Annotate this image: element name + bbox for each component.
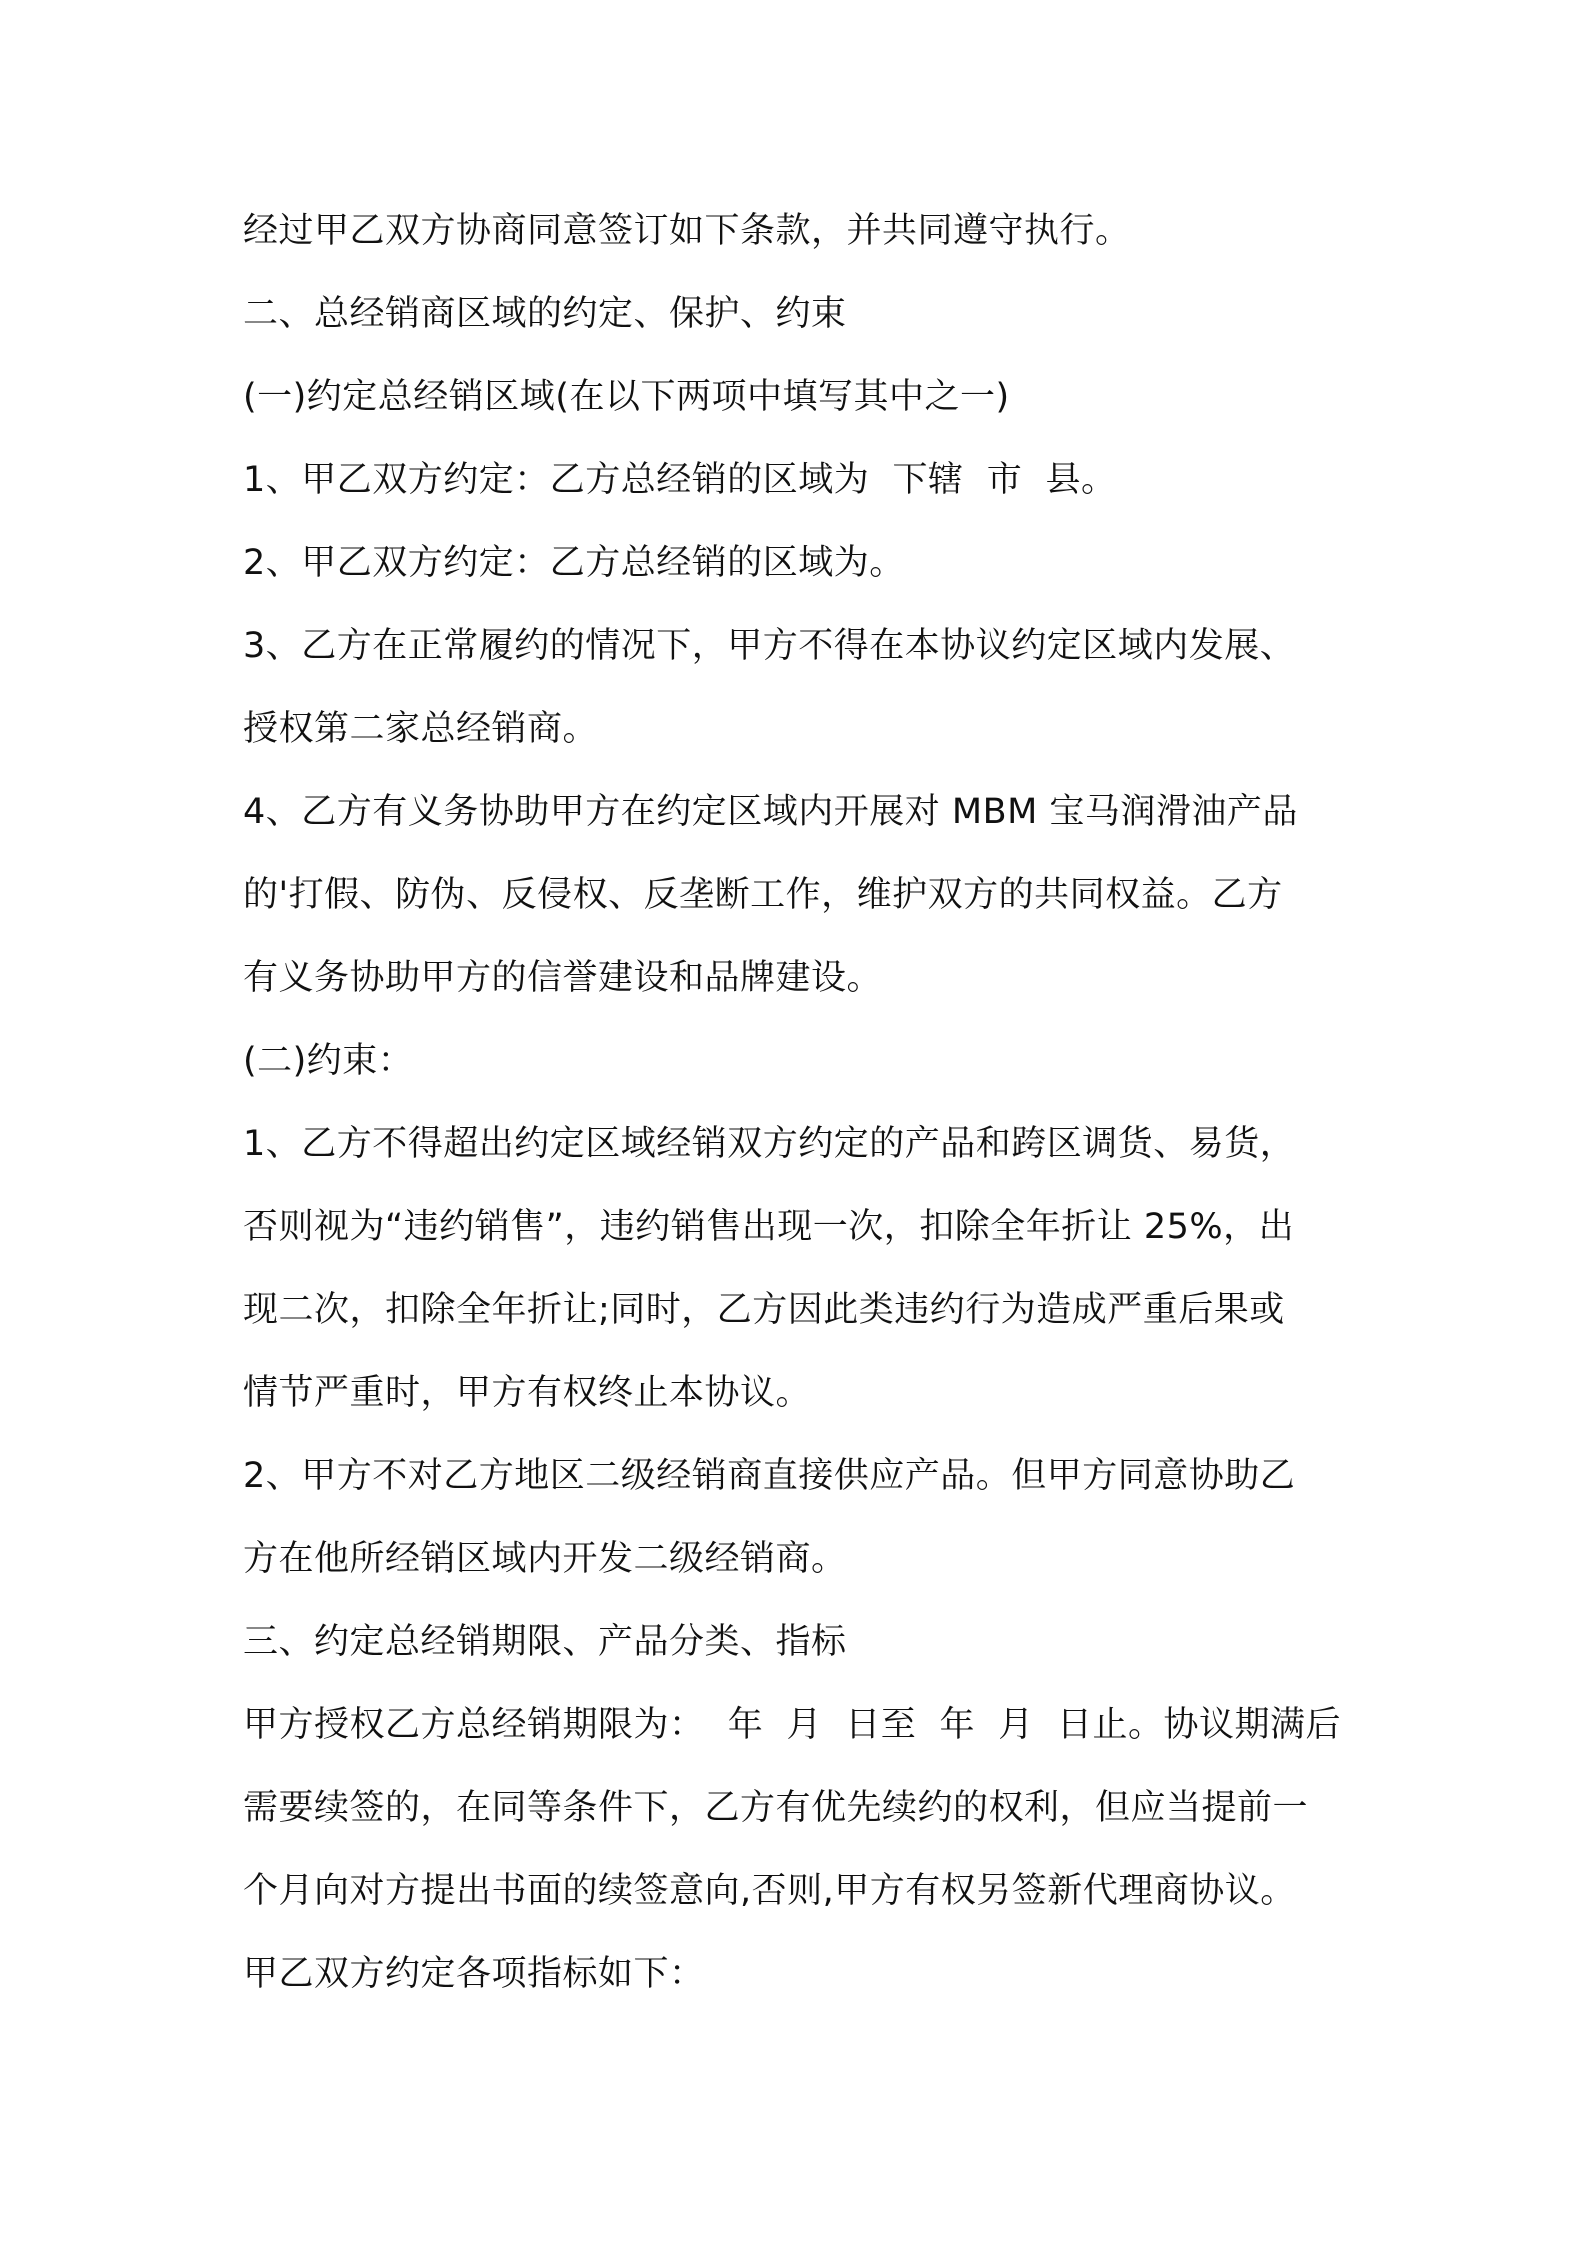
- text-line: 经过甲乙双方协商同意签订如下条款，并共同遵守执行。: [243, 211, 1131, 251]
- text-line: 1、乙方不得超出约定区域经销双方约定的产品和跨区调货、易货，: [243, 1124, 1296, 1164]
- text-line: 4、乙方有义务协助甲方在约定区域内开展对 MBM 宝马润滑油产品: [243, 792, 1298, 832]
- subsection-heading: (一)约定总经销区域(在以下两项中填写其中之一): [243, 377, 1010, 417]
- text-line: 甲乙双方约定各项指标如下：: [243, 1954, 705, 1994]
- section-heading: 三、约定总经销期限、产品分类、指标: [243, 1622, 847, 1662]
- text-line: 2、甲方不对乙方地区二级经销商直接供应产品。但甲方同意协助乙: [243, 1456, 1296, 1496]
- section-heading: 二、总经销商区域的约定、保护、约束: [243, 294, 847, 334]
- subsection-heading: (二)约束：: [243, 1041, 414, 1081]
- text-line: 否则视为“违约销售”，违约销售出现一次，扣除全年折让 25%，出: [243, 1207, 1295, 1247]
- text-line: 方在他所经销区域内开发二级经销商。: [243, 1539, 847, 1579]
- text-line: 2、甲乙双方约定：乙方总经销的区域为。: [243, 543, 905, 583]
- text-line: 需要续签的，在同等条件下，乙方有优先续约的权利，但应当提前一: [243, 1788, 1309, 1828]
- text-line: 的'打假、防伪、反侵权、反垄断工作，维护双方的共同权益。乙方: [243, 875, 1283, 915]
- text-line: 有义务协助甲方的信誉建设和品牌建设。: [243, 958, 883, 998]
- text-line: 甲方授权乙方总经销期限为： 年 月 日至 年 月 日止。协议期满后: [243, 1705, 1342, 1745]
- text-line: 情节严重时，甲方有权终止本协议。: [243, 1373, 812, 1413]
- text-line: 3、乙方在正常履约的情况下，甲方不得在本协议约定区域内发展、: [243, 626, 1296, 666]
- text-line: 现二次，扣除全年折让;同时，乙方因此类违约行为造成严重后果或: [243, 1290, 1285, 1330]
- text-line: 个月向对方提出书面的续签意向,否则,甲方有权另签新代理商协议。: [243, 1871, 1296, 1911]
- document-body: [243, 190, 1363, 2016]
- text-line: 授权第二家总经销商。: [243, 709, 599, 749]
- text-line: 1、甲乙双方约定：乙方总经销的区域为 下辖 市 县。: [243, 460, 1117, 500]
